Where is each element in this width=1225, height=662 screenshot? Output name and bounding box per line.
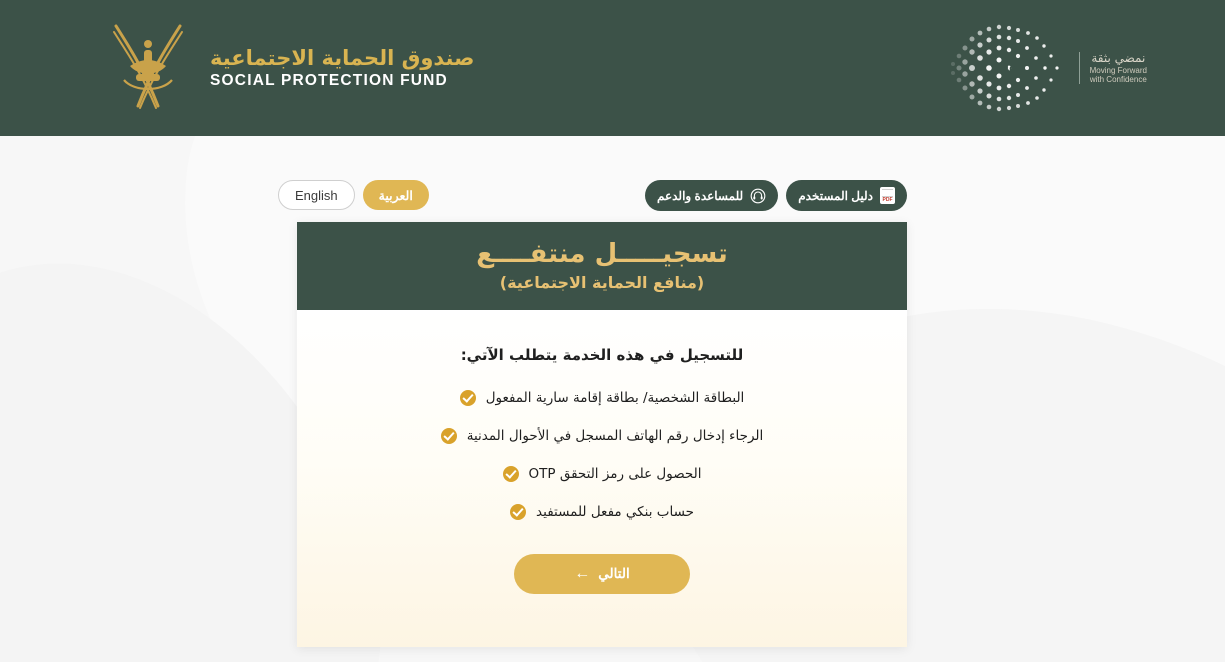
card-footer <box>321 554 883 594</box>
list-item <box>321 466 883 482</box>
brand-name-arabic: صندوق الحماية الاجتماعية <box>210 46 475 71</box>
help-support-button[interactable] <box>645 180 778 211</box>
page-content <box>0 136 1225 662</box>
requirement-label: البطاقة الشخصية/ بطاقة إقامة سارية المفعول <box>485 389 745 406</box>
requirements-list <box>321 390 883 520</box>
registration-card <box>297 222 907 647</box>
card-body <box>297 310 907 647</box>
language-arabic-button[interactable]: العربية <box>363 180 429 210</box>
card-title: تسجيـــــل منتفــــع <box>476 239 728 269</box>
site-header <box>0 0 1225 136</box>
check-circle-icon <box>503 466 519 482</box>
next-button-label: التالي <box>598 565 630 581</box>
requirement-label: حساب بنكي مفعل للمستفيد <box>536 503 694 520</box>
vision-tagline-arabic: نمضي بثقة <box>1091 50 1146 65</box>
brand-name-english: SOCIAL PROTECTION FUND <box>210 72 448 90</box>
list-item <box>321 428 883 444</box>
user-guide-button[interactable] <box>786 180 907 211</box>
pdf-icon <box>880 187 895 204</box>
help-support-label: للمساعدة والدعم <box>656 188 744 203</box>
vision-tagline-en-2: with Confidence <box>1089 74 1147 84</box>
list-item <box>321 504 883 520</box>
check-circle-icon <box>460 390 476 406</box>
top-actions <box>645 180 907 211</box>
requirements-title: للتسجيل في هذه الخدمة يتطلب الآتي: <box>460 345 744 364</box>
headset-support-icon <box>750 188 766 204</box>
oman-national-emblem-icon <box>100 14 196 122</box>
card-subtitle: (منافع الحماية الاجتماعية) <box>499 272 705 292</box>
requirement-label: الرجاء إدخال رقم الهاتف المسجل في الأحوال المدنية <box>466 427 764 444</box>
user-guide-label: دليل المستخدم <box>798 188 873 203</box>
vision-dots-graphic <box>939 18 1069 118</box>
spf-brand <box>100 14 474 122</box>
vision-tagline-en-1: Moving Forward <box>1089 65 1147 75</box>
list-item <box>321 390 883 406</box>
oman-vision-logo <box>939 13 1147 123</box>
vision-tagline <box>1079 52 1147 84</box>
language-english-button[interactable]: English <box>278 180 355 210</box>
card-header <box>297 222 907 310</box>
arrow-left-icon: ← <box>574 564 591 582</box>
next-button[interactable] <box>514 554 690 594</box>
check-circle-icon <box>510 504 526 520</box>
vision-year-label: 2040 <box>990 65 1016 75</box>
requirement-label: الحصول على رمز التحقق OTP <box>528 465 702 482</box>
language-switcher <box>278 180 429 210</box>
check-circle-icon <box>441 428 457 444</box>
